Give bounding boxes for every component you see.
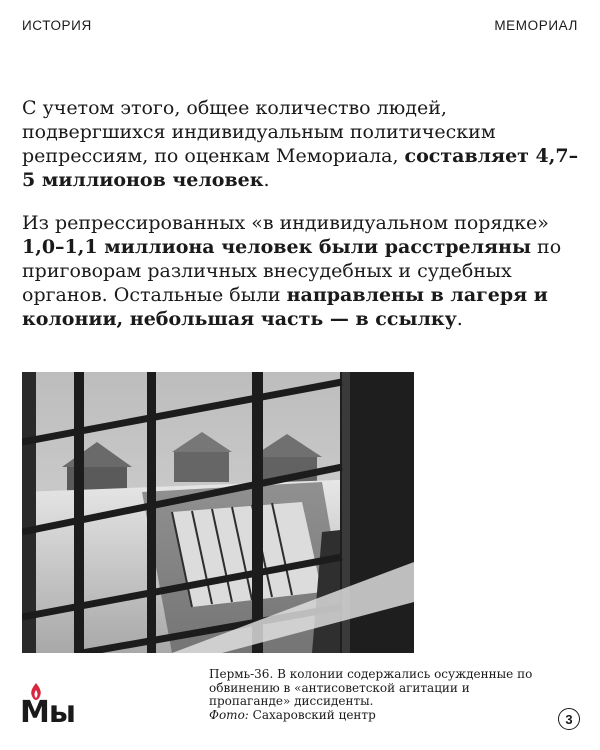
- paragraph-1-text: С учетом этого, общее количество людей, подвергшихся индивидуальным политическим репрессиям, по оценкам Мемориала,: [22, 97, 496, 167]
- caption-credit: Сахаровский центр: [248, 707, 376, 722]
- caption-credit-label: Фото:: [209, 707, 249, 722]
- paragraph-2: [22, 211, 582, 331]
- page-number: 3: [558, 708, 580, 730]
- caption-text: Пермь-36. В колонии содержались осужденные по обвинению в «антисоветской агитации и пропаганде» диссиденты.: [209, 667, 533, 708]
- paragraph-2-highlight-b: направлены в лагеря и колонии, небольшая часть — в ссылку: [22, 284, 548, 330]
- paragraph-2-highlight-a: 1,0–1,1 миллиона человек были расстреляны: [22, 236, 531, 258]
- paragraph-2-text-b: по приговорам различных внесудебных и судебных органов. Остальные были: [22, 236, 562, 306]
- paragraph-1: [22, 96, 582, 192]
- paragraph-1-end: .: [263, 169, 270, 191]
- photo-caption: [209, 668, 549, 722]
- section-label: ИСТОРИЯ: [22, 18, 92, 33]
- memorial-logo: [20, 683, 80, 733]
- paragraph-2-text-a: Из репрессированных «в индивидуальном порядке»: [22, 212, 549, 234]
- logo-text: Мы: [20, 695, 75, 730]
- paragraph-2-end: .: [456, 308, 463, 330]
- prison-window-photo: [22, 372, 414, 653]
- brand-label: МЕМОРИАЛ: [494, 18, 578, 33]
- paragraph-1-highlight: составляет 4,7–5 миллионов человек: [22, 145, 579, 191]
